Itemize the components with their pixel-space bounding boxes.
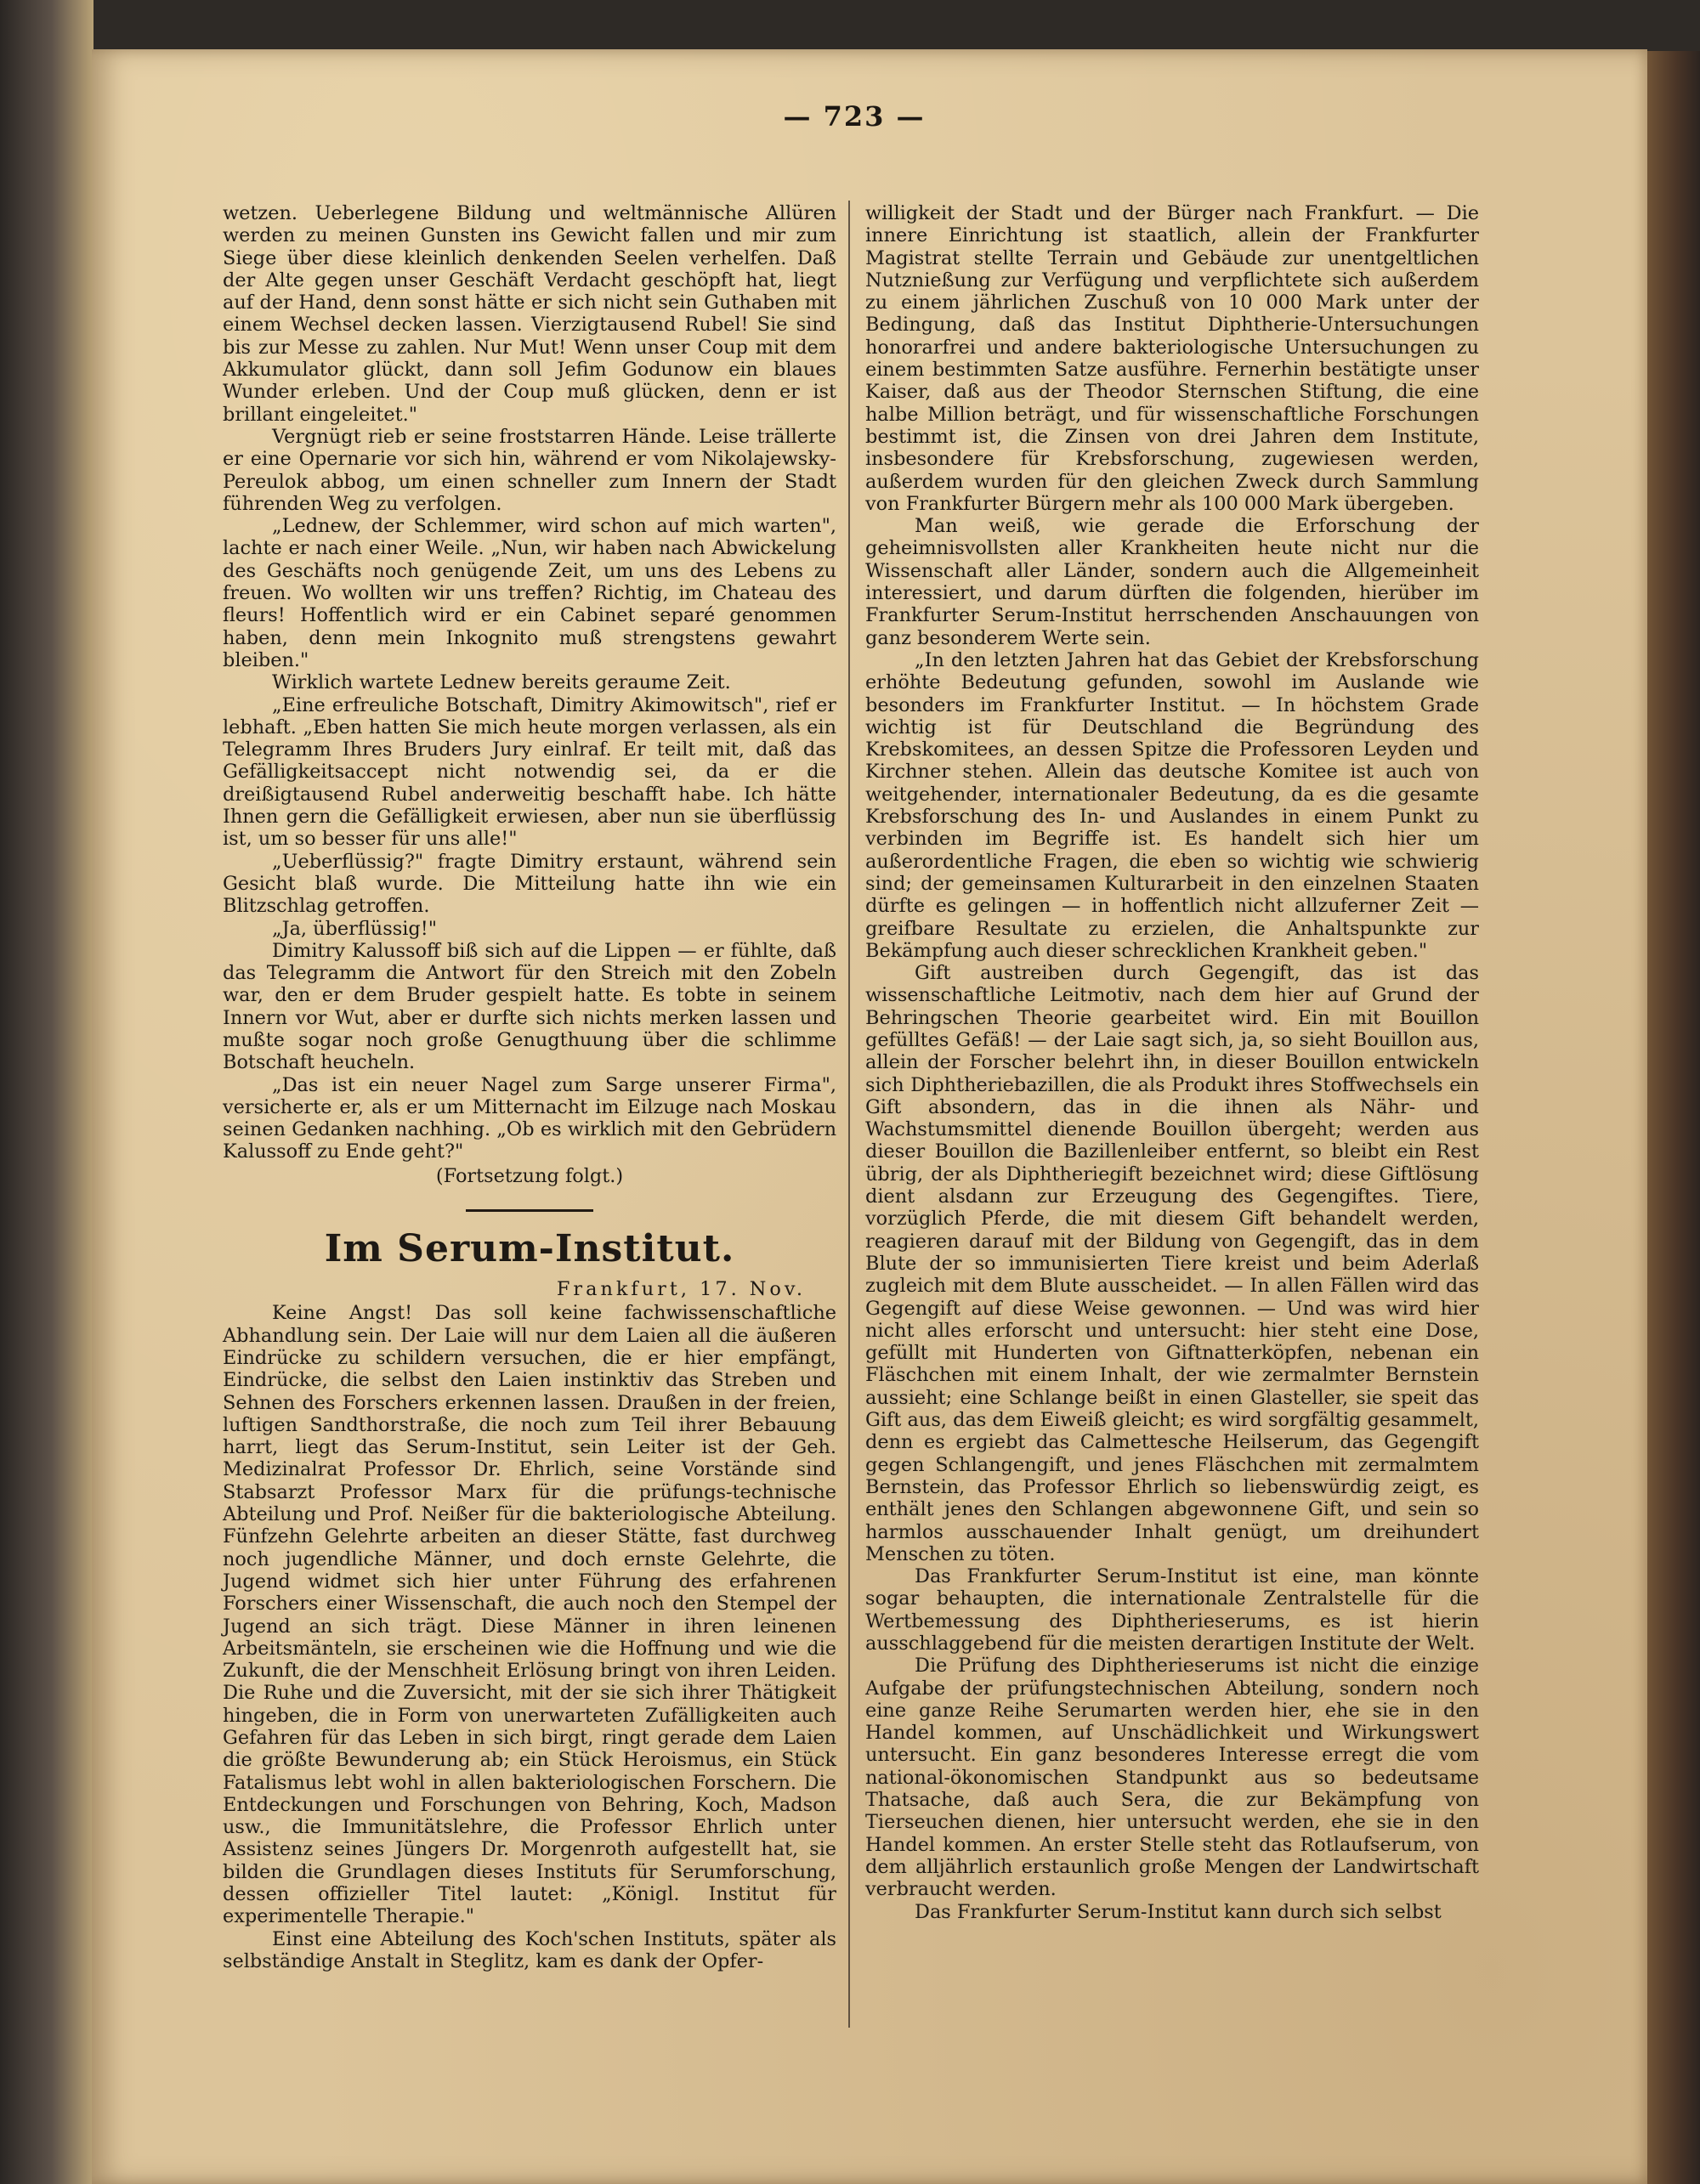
left-paragraph-6: „Ueberflüssig?" fragte Dimitry erstaunt, während sein Gesicht blaß wurde. Die Mitteilung hatte ihn wie ein Blitzschlag getroffen.: [223, 850, 836, 918]
left-paragraph-5: „Eine erfreuliche Botschaft, Dimitry Akimowitsch", rief er lebhaft. „Eben hatten Sie mich heute morgen verlassen, als ein Telegramm Ihres Bruders Jury einlraf. Er teilt mit, daß das Gefälligkeitsaccept nicht notwendig sei, da er die dreißigtausend Rubel anderweitig beschafft habe. Ich hätte Ihnen gern die Gefälligkeit erwiesen, aber nun sie überflüssig ist, um so besser für uns alle!": [223, 693, 836, 851]
book-binding-right: [1640, 51, 1700, 2184]
column-divider: [848, 201, 850, 2028]
right-paragraph-1: willigkeit der Stadt und der Bürger nach Frankfurt. — Die innere Einrichtung ist staatlich, allein der Frankfurter Magistrat stellte Terrain und Gebäude zur unentgeltlichen Nutznießung zur Verfügung und verpflichtete sich außerdem zu einem jährlichen Zuschuß von 10 000 Mark unter der Bedingung, daß das Institut Diphtherie-Untersuchungen honorarfrei und andere bakteriologische Untersuchungen zu einem bestimmten Satze ausführe. Fernerhin bestätigte unser Kaiser, daß aus der Theodor Sternschen Stiftung, die eine halbe Million beträgt, und für wissenschaftliche Forschungen bestimmt ist, die Zinsen von drei Jahren dem Institute, insbesondere für Krebsforschung, zugewiesen werden, außerdem wurden für den gleichen Zweck durch Sammlung von Frankfurter Bürgern mehr als 100 000 Mark übergeben.: [865, 202, 1479, 515]
right-column: [865, 202, 1479, 1923]
left-paragraph-7: „Ja, überflüssig!": [272, 917, 437, 940]
left-paragraph-10: Keine Angst! Das soll keine fachwissenschaftliche Abhandlung sein. Der Laie will nur dem Laien all die äußeren Eindrücke zu schildern versuchen, die er hier empfängt, Eindrücke, die selbst den Laien instinktiv das Streben und Sehnen des Forschers erkennen lassen. Draußen in der freien, luftigen Sandthorstraße, die noch zum Teil ihrer Bebauung harrt, liegt das Serum-Institut, sein Leiter ist der Geh. Medizinalrat Professor Dr. Ehrlich, seine Vorstände sind Stabsarzt Professor Marx für die prüfungs-technische Abteilung und Prof. Neißer für die bakteriologische Abteilung. Fünfzehn Gelehrte arbeiten an dieser Stätte, fast durchweg noch jugendliche Männer, und doch ernste Gelehrte, die Jugend widmet sich hier unter Führung des erfahrenen Forschers einer Wissenschaft, die auch noch den Stempel der Jugend an sich trägt. Diese Männer in ihren leinenen Arbeitsmänteln, sie erscheinen wie die Hoffnung und wie die Zukunft, die der Menschheit Erlösung bringt von ihren Leiden. Die Ruhe und die Zuversicht, mit der sie sich ihrer Thätigkeit hingeben, die in Form von unerwarteten Zufälligkeiten auch Gefahren für das Leben in sich birgt, ringt gerade dem Laien die größte Bewunderung ab; ein Stück Heroismus, ein Stück Fatalismus lebt wohl in allen bakteriologischen Forschern. Die Entdeckungen und Forschungen von Behring, Koch, Madson usw., die Immunitätslehre, die Professor Ehrlich unter Assistenz seines Jüngers Dr. Morgenroth aufgestellt hat, sie bilden die Grundlagen dieses Instituts für Serumforschung, dessen offizieller Titel lautet: „Königl. Institut für experimentelle Therapie.": [223, 1302, 836, 1928]
left-paragraph-1: wetzen. Ueberlegene Bildung und weltmännische Allüren werden zu meinen Gunsten ins Gewicht fallen und mir zum Siege über diese kleinlich denkenden Seelen verhelfen. Daß der Alte gegen unser Geschäft Verdacht geschöpft hat, liegt auf der Hand, denn sonst hätte er sich nicht sein Guthaben mit einem Wechsel decken lassen. Vierzigtausend Rubel! Sie sind bis zur Messe zu zahlen. Nur Mut! Wenn unser Coup mit dem Akkumulator glückt, dann soll Jefim Godunow ein blaues Wunder erleben. Und der Coup muß glücken, denn er ist brillant eingeleitet.": [223, 202, 836, 426]
page-number: — 723 —: [783, 100, 926, 133]
left-paragraph-3: „Lednew, der Schlemmer, wird schon auf mich warten", lachte er nach einer Weile. „Nun, wir haben nach Abwickelung des Geschäfts noch genügende Zeit, um uns des Lebens zu freuen. Wo wollten wir uns treffen? Richtig, im Chateau des fleurs! Hoffentlich wird er ein Cabinet separé genommen haben, denn mein Inkognito muß strengstens gewahrt bleiben.": [223, 515, 836, 671]
right-paragraph-5: Das Frankfurter Serum-Institut ist eine, man könnte sogar behaupten, die internationale Zentralstelle für die Wertbemessung des Diphtherieserums, es ist hierin ausschlaggebend für die meisten derartigen Institute der Welt.: [865, 1565, 1479, 1655]
right-paragraph-6: Die Prüfung des Diphtherieserums ist nicht die einzige Aufgabe der prüfungstechnischen Abteilung, sondern noch eine ganze Reihe Serumarten werden hier, ehe sie in den Handel kommen, auf Unschädlichkeit und Wirkungswert untersucht. Ein ganz besonderes Interesse erregt die vom national-ökonomischen Standpunkt aus so bedeutsame Thatsache, daß auch Sera, die zur Bekämpfung von Tierseuchen dienen, hier untersucht werden, ehe sie in den Handel kommen. An erster Stelle steht das Rotlaufserum, von dem alljährlich erstaunlich große Mengen der Landwirtschaft verbraucht werden.: [865, 1655, 1479, 1901]
right-paragraph-4: Gift austreiben durch Gegengift, das ist das wissenschaftliche Leitmotiv, nach dem hier auf Grund der Behringschen Theorie gearbeitet wird. Ein mit Bouillon gefülltes Gefäß! — der Laie sagt sich, ja, so sieht Bouillon aus, allein der Forscher belehrt ihn, in dieser Bouillon entwickeln sich Diphtheriebazillen, die als Produkt ihres Stoffwechsels ein Gift absondern, das in die ihnen als Nähr- und Wachstumsmittel dienende Bouillon übergeht; werden aus dieser Bouillon die Bazillenleiber entfernt, so bleibt ein Rest übrig, der als Diphtheriegift bezeichnet wird; diese Giftlösung dient alsdann zur Erzeugung des Gegengiftes. Tiere, vorzüglich Pferde, die mit diesem Gift behandelt werden, reagieren darauf mit der Bildung von Gegengift, das in dem Blute der so immunisierten Tiere kreist und beim Aderlaß zugleich mit dem Blute ausscheidet. — In allen Fällen wird das Gegengift auf diese Weise gewonnen. — Und was wird hier nicht alles erforscht und untersucht: hier steht eine Dose, gefüllt mit Hunderten von Giftnatterköpfen, nebenan ein Fläschchen mit einem Inhalt, der wie zermalmter Bernstein aussieht; eine Schlange beißt in einen Glasteller, sie speit das Gift aus, das dem Eiweiß gleicht; es wird sorgfältig gesammelt, denn es ergiebt das Calmettesche Heilserum, das Gegengift gegen Schlangengift, und jenes Fläschchen mit zermalmtem Bernstein, das Professor Ehrlich so liebenswürdig zeigt, es enthält jenes den Schlangen abgewonnene Gift, und sein so harmlos ausschauender Inhalt genügt, um dreihundert Menschen zu töten.: [865, 962, 1479, 1565]
left-column: [223, 202, 836, 1972]
article-dateline: Frankfurt, 17. Nov.: [556, 1278, 806, 1301]
continued-note: (Fortsetzung folgt.): [435, 1164, 624, 1187]
section-rule: [466, 1209, 593, 1212]
left-paragraph-2: Vergnügt rieb er seine froststarren Hände. Leise trällerte er eine Opernarie vor sich hin, während er vom Nikolajewsky-Pereulok abbog, um einen schneller zum Innern der Stadt führenden Weg zu verfolgen.: [223, 425, 836, 515]
book-binding-left: [0, 0, 94, 2184]
right-paragraph-7: Das Frankfurter Serum-Institut kann durch sich selbst: [915, 1900, 1442, 1923]
left-paragraph-4: Wirklich wartete Lednew bereits geraume Zeit.: [272, 671, 731, 694]
right-paragraph-2: Man weiß, wie gerade die Erforschung der geheimnisvollsten aller Krankheiten heute nicht nur die Wissenschaft aller Länder, sondern auch die Allgemeinheit interessiert, und darum dürften die folgenden, hierüber im Frankfurter Serum-Institut herrschenden Anschauungen von ganz besonderem Werte sein.: [865, 515, 1479, 649]
right-paragraph-3: „In den letzten Jahren hat das Gebiet der Krebsforschung erhöhte Bedeutung gefunden, sowohl im Auslande wie besonders im Frankfurter Institut. — In höchstem Grade wichtig ist für Deutschland die Begründung des Krebskomitees, an dessen Spitze die Professoren Leyden und Kirchner stehen. Allein das deutsche Komitee ist auch von weitgehender, internationaler Bedeutung, da es die gesamte Krebsforschung des In- und Auslandes in einem Punkt zu verbinden im Begriffe ist. Es handelt sich hier um außerordentliche Fragen, die eben so wichtig wie schwierig sind; der gemeinsamen Kulturarbeit in den einzelnen Staaten dürfte es gelingen — in hoffentlich nicht allzuferner Zeit — greifbare Resultate zu erzielen, die Anhaltspunkte zur Bekämpfung auch dieser schrecklichen Krankheit geben.": [865, 648, 1479, 962]
left-paragraph-11: Einst eine Abteilung des Koch'schen Instituts, später als selbständige Anstalt in Steglitz, kam es dank der Opfer-: [223, 1927, 836, 1972]
article-headline: Im Serum-Institut.: [324, 1227, 735, 1271]
left-paragraph-8: Dimitry Kalussoff biß sich auf die Lippen — er fühlte, daß das Telegramm die Antwort für den Streich mit den Zobeln war, den er dem Bruder gespielt hatte. Es tobte in seinem Innern vor Wut, aber er durfte sich nichts merken lassen und mußte sogar noch große Genugthuung über die schlimme Botschaft heucheln.: [223, 939, 836, 1074]
left-paragraph-9: „Das ist ein neuer Nagel zum Sarge unserer Firma", versicherte er, als er um Mitternacht im Eilzuge nach Moskau seinen Gedanken nachhing. „Ob es wirklich mit den Gebrüdern Kalussoff zu Ende geht?": [223, 1073, 836, 1163]
